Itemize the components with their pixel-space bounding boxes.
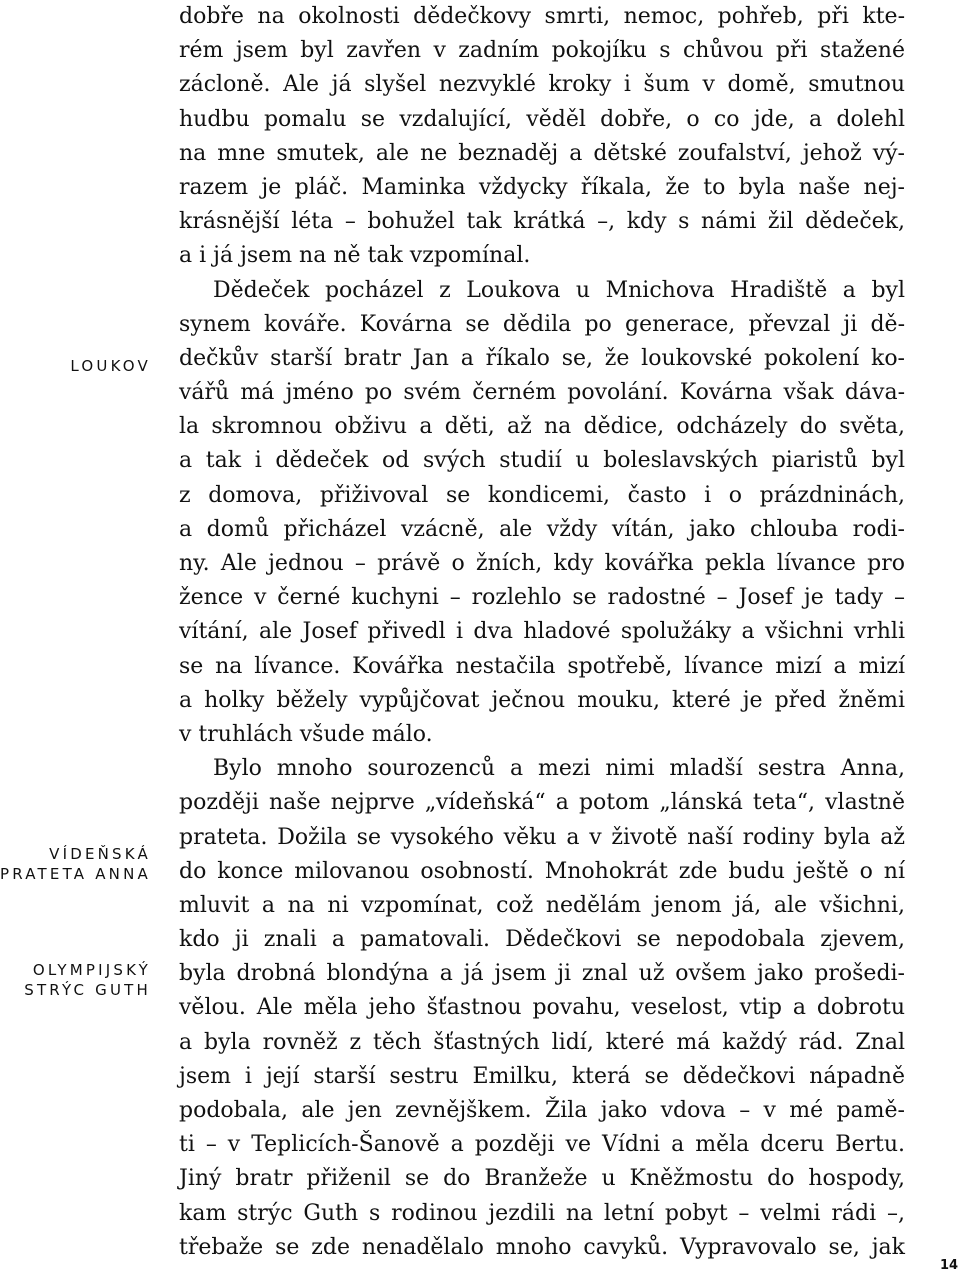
text-line: kdo ji znali a pamatovali. Dědečkovi se nepodobala zjevem, bbox=[179, 927, 905, 953]
text-line: žence v černé kuchyni – rozlehlo se radostné – Josef je tady – bbox=[179, 585, 905, 611]
text-line: ny. Ale jednou – právě o žních, kdy kovářka pekla lívance pro bbox=[179, 551, 905, 576]
margin-note-videnska-line2: PRATETA ANNA bbox=[0, 865, 151, 883]
margin-note-loukov bbox=[70, 356, 151, 376]
text-line: podobala, ale jen zevnějškem. Žila jako vdova – v mé pamě- bbox=[179, 1098, 905, 1123]
text-line: synem kováře. Kovárna se dědila po generace, převzal ji dě- bbox=[179, 311, 905, 337]
text-line: mluvit a na ni vzpomínat, což nedělám jenom já, ale všichni, bbox=[179, 892, 905, 918]
text-line: prateta. Dožila se vysokého věku a v životě naší rodiny byla až bbox=[179, 824, 905, 850]
text-line: rém jsem byl zavřen v zadním pokojíku s chůvou při stažené bbox=[179, 38, 905, 64]
text-line: hudbu pomalu se vzdalující, věděl dobře, o co jde, a dolehl bbox=[179, 106, 905, 132]
text-line: v truhlách všude málo. bbox=[179, 721, 433, 747]
text-line: byla drobná blondýna a já jsem ji znal už ovšem jako prošedi- bbox=[179, 961, 905, 987]
body-text bbox=[179, 0, 905, 1265]
margin-note-videnska-prateta bbox=[0, 844, 151, 884]
text-line: do konce milovanou osobností. Mnohokrát zde budu ještě o ní bbox=[179, 858, 905, 884]
text-line: la skromnou obživu a děti, až na dědice, odcházely do světa, bbox=[179, 414, 905, 440]
text-line: ti – v Teplicích-Šanově a později ve Vídni a měla dceru Bertu. bbox=[179, 1132, 905, 1158]
page-number: 14 bbox=[940, 1258, 959, 1273]
text-line: a tak i dědeček od svých studií u boleslavských piaristů byl bbox=[179, 448, 905, 474]
text-line: razem je pláč. Maminka vždycky říkala, že to byla naše nej- bbox=[179, 174, 905, 200]
text-line: dobře na okolnosti dědečkovy smrti, nemoc, pohřeb, při kte- bbox=[179, 4, 905, 29]
margin-note-olympijsky-line2: STRÝC GUTH bbox=[24, 981, 151, 999]
text-line: krásnější léta – bohužel tak krátká –, kdy s námi žil dědeček, bbox=[179, 209, 905, 235]
text-line: a i já jsem na ně tak vzpomínal. bbox=[179, 243, 531, 269]
text-line: a byla rovněž z těch šťastných lidí, které má každý rád. Znal bbox=[179, 1029, 905, 1055]
margin-note-loukov-text: LOUKOV bbox=[70, 357, 151, 375]
text-line: vělou. Ale měla jeho šťastnou povahu, veselost, vtip a dobrotu bbox=[179, 995, 905, 1021]
text-line: vítání, ale Josef přivedl i dva hladové spolužáky a všichni vrhli bbox=[179, 619, 905, 645]
text-line: kam strýc Guth s rodinou jezdili na letní pobyt – velmi rádi –, bbox=[179, 1200, 905, 1226]
text-line: z domova, přiživoval se kondicemi, často i o prázdninách, bbox=[179, 482, 905, 508]
text-line: Bylo mnoho sourozenců a mezi nimi mladší sestra Anna, bbox=[213, 756, 905, 782]
text-line: záclоně. Ale já slyšel nezvyklé kroky i šum v domě, smutnou bbox=[179, 72, 905, 98]
text-line: a domů přicházel vzácně, ale vždy vítán, jako chlouba rodi- bbox=[179, 516, 905, 542]
text-line: vářů má jméno po svém černém povolání. Kovárna však dáva- bbox=[179, 380, 905, 406]
text-line: dečkův starší bratr Jan a říkalo se, že loukovské pokolení ko- bbox=[179, 345, 905, 371]
text-line: Dědeček pocházel z Loukova u Mnichova Hradiště a byl bbox=[213, 277, 905, 303]
text-line: jsem i její starší sestru Emilku, která se dědečkovi nápadně bbox=[179, 1063, 905, 1089]
margin-note-videnska-line1: VÍDEŇSKÁ bbox=[49, 845, 151, 863]
text-line: Jiný bratr přiženil se do Branžeže u Kněžmostu do hospody, bbox=[179, 1166, 905, 1192]
margin-note-olympijsky-line1: OLYMPIJSKÝ bbox=[32, 961, 151, 979]
text-line: na mne smutek, ale ne beznaděj a dětské zoufalství, jehož vý- bbox=[179, 140, 905, 166]
text-line: a holky běžely vypůjčovat ječnou mouku, které je před žněmi bbox=[179, 687, 905, 713]
text-line: se na lívance. Kovářka nestačila spotřebě, lívance mizí a mizí bbox=[179, 653, 905, 679]
text-line: třebaže se zde nenadělalo mnoho cavyků. Vypravovalo se, jak bbox=[179, 1234, 905, 1260]
margin-note-olympijsky-stryc bbox=[24, 960, 151, 1000]
text-line: později naše nejprve „vídeňská“ a potom „lánská teta“, vlastně bbox=[179, 790, 905, 816]
